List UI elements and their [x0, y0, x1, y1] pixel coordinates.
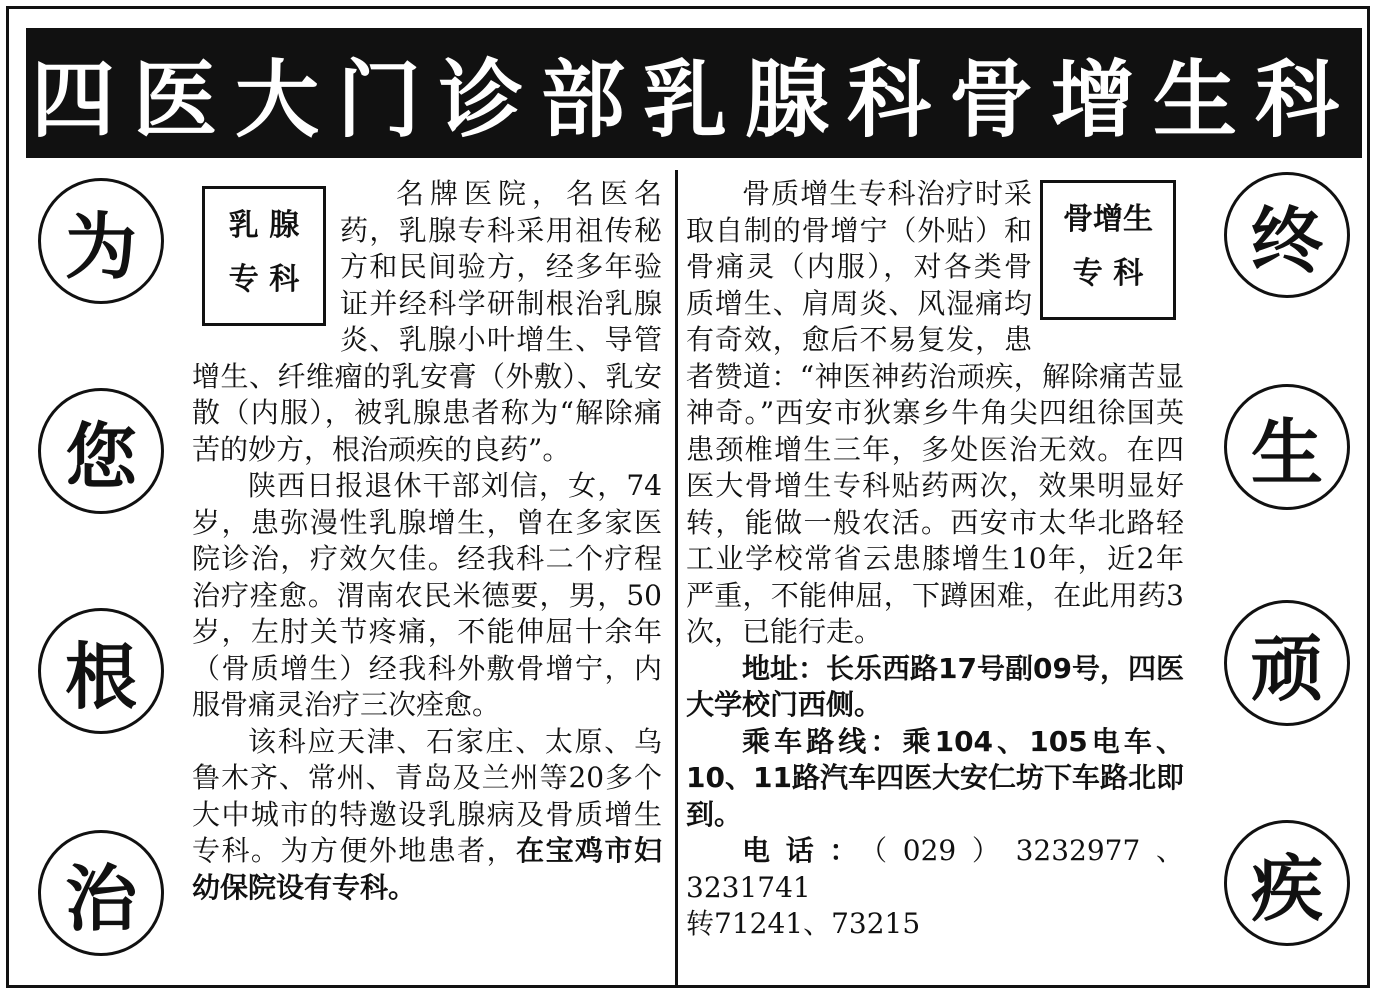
left-circle-3: 根	[38, 608, 164, 734]
bone-dept-box-line1: 骨增生	[1063, 202, 1153, 237]
phone-numbers: （029）3232977、3231741	[686, 834, 1184, 904]
right-circle-3: 顽	[1224, 600, 1350, 726]
bus-route-line: 乘车路线：乘104、105电车、10、11路汽车四医大安仁坊下车路北即到。	[686, 724, 1184, 831]
left-paragraph-1: 名牌医院，名医名药，乳腺专科采用祖传秘方和民间验方，经多年验证并经科学研制根治乳腺炎、乳腺小叶增生、导管增生、纤维瘤的乳安膏（外敷）、乳安散（内服），被乳腺患者称为“解除痛苦的妙方，根治顽疾的良药”。	[192, 177, 662, 466]
left-column	[192, 176, 662, 906]
left-circle-1: 为	[38, 178, 164, 304]
breast-dept-box	[202, 186, 326, 326]
extension-numbers: 转71241、73215	[686, 907, 921, 940]
extension-line	[686, 906, 1184, 943]
right-circle-4: 疾	[1224, 820, 1350, 946]
breast-dept-box-line1: 乳 腺	[228, 208, 300, 243]
left-circle-4: 治	[38, 830, 164, 956]
bone-dept-box-line2: 专 科	[1072, 256, 1144, 291]
phone-label: 电话：	[742, 834, 874, 867]
breast-dept-box-line2: 专 科	[228, 262, 300, 297]
right-circle-2: 生	[1224, 384, 1350, 510]
left-paragraph-3-text: 该科应天津、石家庄、太原、乌鲁木齐、常州、青岛及兰州等20多个大中城市的特邀设乳腺病及骨质增生专科。为方便外地患者，	[192, 724, 662, 867]
phone-line	[686, 833, 1184, 906]
bone-dept-box	[1040, 180, 1176, 320]
address-line: 地址：长乐西路17号副09号，四医大学校门西侧。	[686, 651, 1184, 721]
banner-title: 四医大门诊部乳腺科骨增生科	[30, 50, 1357, 149]
left-paragraph-2: 陕西日报退休干部刘信，女，74岁，患弥漫性乳腺增生，曾在多家医院诊治，疗效欠佳。经我科二个疗程治疗痊愈。渭南农民米德要，男，50岁，左肘关节疼痛，不能伸屈十余年（骨质增生）经我科外敷骨增宁，内服骨痛灵治疗三次痊愈。	[192, 469, 662, 721]
right-column	[686, 176, 1184, 943]
left-circle-2: 您	[38, 388, 164, 514]
left-paragraph-3	[192, 724, 662, 907]
right-paragraph-1: 骨质增生专科治疗时采取自制的骨增宁（外贴）和骨痛灵（内服），对各类骨质增生、肩周炎、风湿痛均有奇效，愈后不易复发，患者赞道：“神医神药治顽疾，解除痛苦显神奇。”西安市狄寨乡牛角尖四组徐国英患颈椎增生三年，多处医治无效。在四医大骨增生专科贴药两次，效果明显好转，能做一般农活。西安市太华北路轻工业学校常省云患膝增生10年，近2年严重，不能伸屈，下蹲困难，在此用药3次，已能行走。	[686, 177, 1184, 648]
right-circle-1: 终	[1224, 172, 1350, 298]
left-paragraph-3-bold: 在宝鸡市妇幼保院设有专科。	[192, 834, 662, 904]
column-divider	[675, 170, 678, 988]
banner	[26, 28, 1362, 158]
